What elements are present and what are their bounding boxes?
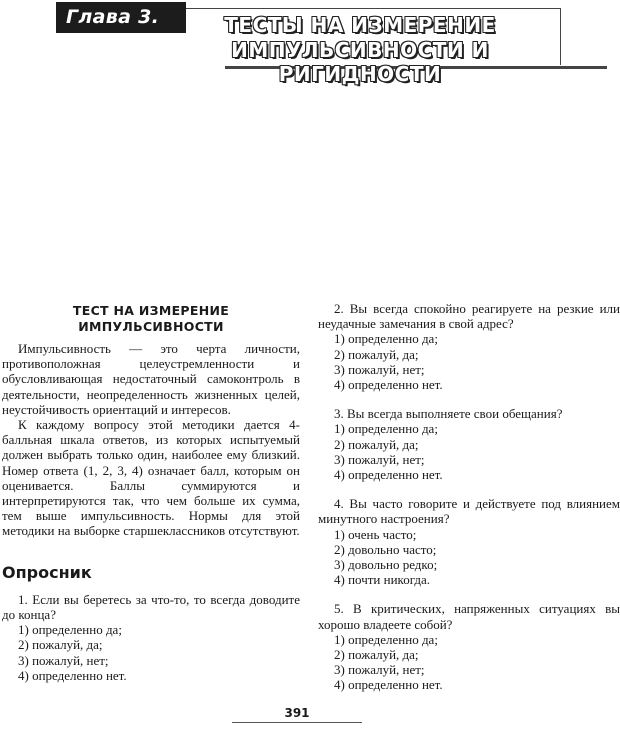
answer-option: 1) определенно да;: [18, 622, 122, 638]
question-text: 3. Вы всегда выполняете свои обещания?: [334, 406, 563, 422]
question-3: [318, 406, 620, 482]
page-number: 391: [284, 706, 310, 720]
answer-option: 2) пожалуй, да;: [334, 436, 419, 452]
answer-option: 3) пожалуй, нет;: [334, 451, 425, 467]
answer-option: 1) определенно да;: [334, 421, 438, 437]
answer-option: 2) пожалуй, да;: [334, 346, 419, 362]
question-4: [318, 496, 620, 587]
right-column: [318, 301, 620, 707]
question-text: 5. В критических, напряженных ситуациях вы хорошо владеете собой?: [318, 601, 620, 632]
intro-paragraph: Импульсивность — это черта личности, противоположная целеустремленности и обусловливающая недостаточный самоконтроль в деятельности, неопределенность жизненных целей, неустойчивость ориентаций и интересов.: [2, 341, 300, 417]
chapter-label: Глава 3.: [56, 2, 186, 33]
questionnaire-heading: Опросник: [2, 562, 92, 582]
answer-option: 4) определенно нет.: [18, 667, 127, 683]
answer-option: 1) очень часто;: [334, 526, 417, 542]
answer-option: 4) почти никогда.: [334, 572, 431, 588]
answer-option: 4) определенно нет.: [334, 377, 443, 393]
answer-option: 1) определенно да;: [334, 331, 438, 347]
answer-option: 4) определенно нет.: [334, 467, 443, 483]
left-column: [2, 303, 300, 697]
answer-option: 4) определенно нет.: [334, 677, 443, 693]
page-number-rule: [232, 722, 362, 723]
section-heading-line-1: ТЕСТ НА ИЗМЕРЕНИЕ: [72, 303, 230, 318]
answer-option: 2) пожалуй, да;: [18, 637, 103, 653]
answer-option: 3) пожалуй, нет;: [334, 361, 425, 377]
answer-option: 3) пожалуй, нет;: [334, 662, 425, 678]
question-1: [2, 592, 300, 683]
question-5: [318, 601, 620, 692]
answer-option: 2) пожалуй, да;: [334, 647, 419, 663]
question-text: 1. Если вы беретесь за что-то, то всегда доводите до конца?: [2, 591, 300, 623]
answer-option: 1) определенно да;: [334, 631, 438, 647]
question-2: [318, 301, 620, 392]
section-heading: [2, 303, 300, 335]
question-text: 4. Вы часто говорите и действуете под влиянием минутного настроения?: [318, 496, 620, 527]
answer-option: 3) довольно редко;: [334, 557, 438, 573]
answer-option: 3) пожалуй, нет;: [18, 652, 109, 668]
answer-option: 2) довольно часто;: [334, 541, 437, 557]
chapter-title-line-2: ИМПУЛЬСИВНОСТИ И РИГИДНОСТИ: [231, 38, 489, 86]
method-paragraph: К каждому вопросу этой методики дается 4-балльная шкала ответов, из которых испытуемый должен выбрать только один, наиболее ему близкий. Номер ответа (1, 2, 3, 4) означает балл, которым он оценивается. Баллы суммируются и интерпретируются так, что чем больше их сумма, тем выше импульсивность. Нормы для этой методики на выборке старшеклассников отсутствуют.: [2, 417, 300, 539]
chapter-title-line-1: ТЕСТЫ НА ИЗМЕРЕНИЕ: [224, 13, 496, 37]
section-heading-line-2: ИМПУЛЬСИВНОСТИ: [78, 319, 224, 334]
question-text: 2. Вы всегда спокойно реагируете на резкие или неудачные замечания в свой адрес?: [318, 301, 620, 332]
